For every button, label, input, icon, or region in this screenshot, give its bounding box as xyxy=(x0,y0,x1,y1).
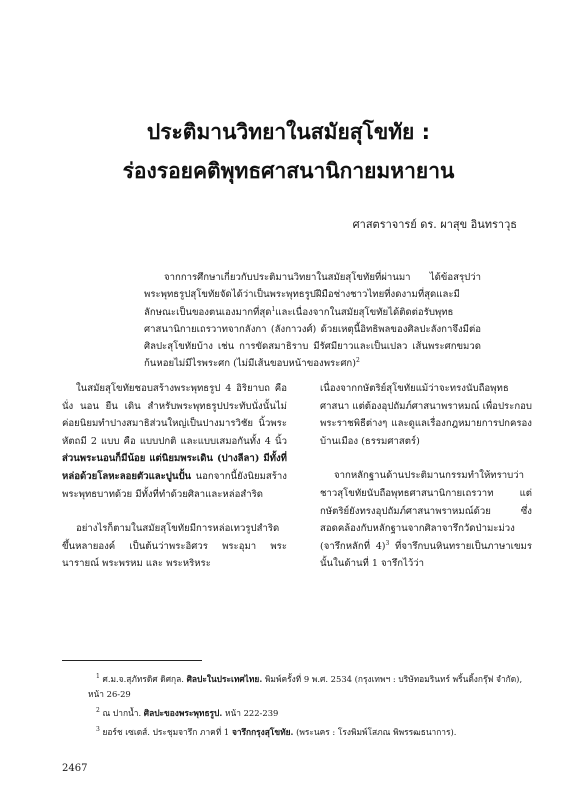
footnote-number: 3 xyxy=(96,726,100,734)
page-number: 2467 xyxy=(62,763,88,774)
right-column xyxy=(320,380,532,573)
title-line-2: ร่องรอยคติพุทธศาสนานิกายมหายาน xyxy=(122,159,455,183)
paragraph-gap xyxy=(320,450,532,467)
footnote-ref-1[interactable]: 1 xyxy=(271,305,276,313)
abstract xyxy=(144,269,481,373)
right-p2-text-b: ที่จารึกบนหินทรายเป็นภาษาเขมร นั้นในด้านที่ 1 จารึกไว้ว่า xyxy=(320,540,532,570)
right-paragraph-1: เนื่องจากกษัตริย์สุโขทัยแม้ว่าจะทรงนับถือพุทธศาสนา แต่ต้องอุปถัมภ์ศาสนาพราหมณ์ เพื่อประกอบพระราชพิธีต่างๆ และดูแลเรื่องกฎหมายการปกครองบ้านเมือง (ธรรมศาสตร์) xyxy=(320,383,532,447)
right-paragraph-2 xyxy=(320,467,532,573)
footnote-text: หน้า 222-239 xyxy=(222,708,279,718)
abstract-text-2: และเนื่องจากในสมัยสุโขทัยได้ติดต่อรับพุทธศาสนานิกายเถรวาทจากลังกา (ลังกาวงศ์) ด้วยเหตุนี้อิทธิพลของศิลปะลังกาจึงมีต่อศิลปะสุโขทัยบ้าง เช่น การขัดสมาธิราบ มีรัศมียาวและเป็นเปลว เส้นพระศกขมวดก้นหอยไม่มีไรพระศก (ไม่มีเส้นขอบหน้าของพระศก) xyxy=(144,306,481,370)
footnote-text: พิมพ์ครั้งที่ 9 พ.ศ. 2534 (กรุงเทพฯ : บริษัทอมรินทร์ พริ้นติ้งกรุ๊ฟ จำกัด), หน้า 26-29 xyxy=(88,674,523,699)
footnote-title: จารึกกรุงสุโขทัย. xyxy=(231,727,294,737)
left-p1-text-c: นอกจากนี้ยังนิยมสร้างพระพุทธบาทด้วย มีทั้งที่ทำด้วยศิลาและหล่อสำริด xyxy=(62,470,287,500)
footnote-ref-3[interactable]: 3 xyxy=(385,539,390,547)
footnote-text: ณ ปากน้ำ. xyxy=(102,708,144,718)
footnote-text: ยอร์ช เซเดส์. ประชุมจารึก ภาคที่ 1 xyxy=(102,727,232,737)
footnote-title: ศิลปะในประเทศไทย. xyxy=(186,674,263,684)
left-p1-text-a: ในสมัยสุโขทัยชอบสร้างพระพุทธรูป 4 อิริยาบถ คือ นั่ง นอน ยืน เดิน สำหรับพระพุทธรูปประทับนั่งนั้นไม่ค่อยนิยมทำปางสมาธิส่วนใหญ่เป็นปางมารวิชัย นิ้วพระหัตถมี 2 แบบ คือ แบบปกติ และแบบเสมอกันทั้ง 4 นิ้ว xyxy=(62,383,287,447)
footnote-title: ศิลปะของพระพุทธรูป. xyxy=(143,708,223,718)
footnote-ref-2[interactable]: 2 xyxy=(355,357,360,365)
title-line-1: ประติมานวิทยาในสมัยสุโขทัย : xyxy=(146,120,431,144)
author-name: ศาสตราจารย์ ดร. ผาสุข อินทราวุธ xyxy=(352,218,517,231)
footnote-1 xyxy=(62,672,532,702)
right-p2-text: จากหลักฐานด้านประติมานกรรมทำให้ทราบว่าชาวสุโขทัยนับถือพุทธศาสนานิกายเถรวาท แต่กษัตริย์ยังทรงอุปถัมภ์ศาสนาพราหมณ์ด้วย ซึ่งสอดคล้องกับหลักฐานจากศิลาจารึกวัดป่ามะม่วง (จารึกหลักที่ 4) xyxy=(320,470,532,552)
footnote-3 xyxy=(62,725,532,740)
footnote-text: ศ.ม.จ.สุภัทรดิศ ดิศกุล. xyxy=(102,674,187,684)
footnotes xyxy=(62,672,532,744)
left-p1-text-b: ส่วนพระนอนก็มีน้อย แต่นิยมพระเดิน (ปางลีลา) มีทั้งที่หล่อด้วยโลหะลอยตัวและปูนปั้น xyxy=(62,453,287,482)
left-column xyxy=(62,380,287,573)
footnote-text: (พระนคร : โรงพิมพ์โสภณ พิพรรฒธนาการ). xyxy=(293,727,457,737)
footnote-2 xyxy=(62,706,532,721)
footnote-number: 1 xyxy=(96,673,100,681)
left-paragraph-2: อย่างไรก็ตามในสมัยสุโขทัยมีการหล่อเทวรูปสำริด ขึ้นหลายองค์ เป็นต้นว่าพระอิศวร พระอุมา พระนารายณ์ พระพรหม และ พระหริหระ xyxy=(62,523,287,570)
paragraph-gap xyxy=(62,503,287,520)
left-paragraph-1 xyxy=(62,380,287,503)
abstract-text-1: จากการศึกษาเกี่ยวกับประติมานวิทยาในสมัยสุโขทัยที่ผ่านมา ได้ข้อสรุปว่าพระพุทธรูปสุโขทัยจัดได้ว่าเป็นพระพุทธรูปฝีมือช่างชาวไทยที่งดงามที่สุดและมีลักษณะเป็นของตนเองมากที่สุด xyxy=(144,272,481,318)
footnote-number: 2 xyxy=(96,707,100,715)
footnote-separator xyxy=(62,660,202,661)
